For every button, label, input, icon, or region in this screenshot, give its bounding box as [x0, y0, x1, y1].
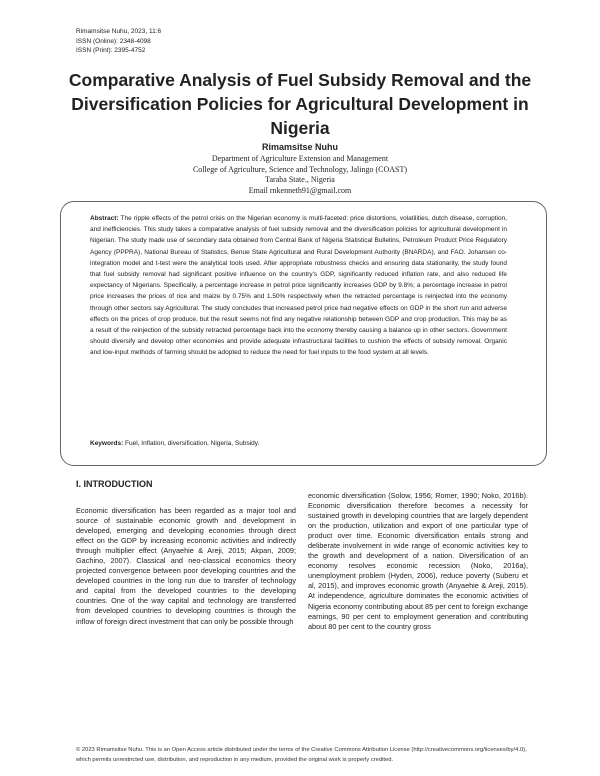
affiliation-college: College of Agriculture, Science and Technology, Jalingo (COAST): [192, 164, 408, 174]
license-footer: © 2023 Rimamsitse Nuhu. This is an Open Access article distributed under the terms of the Creative Commons Attribution License (http://creativecommons.org/licenses/by/4.0), which permits unrestricted use, distribution, and reproduction in any medium, provided the original work is properly credited.: [76, 747, 527, 763]
abstract-text: The ripple effects of the petrol crisis on the Nigerian economy is multi-faceted: price distortions, volatilities, dutch disease, corruption, and inefficiencies. This study takes a comparative analysis of fuel subsidy removal and the diversification policies for agricultural development in Nigerian. The study made use of secondary data obtained from Central Bank of Nigeria Statistical Bulletins, Petroleum Product Price Regulatory Agency (PPPRA), National Bureau of Statistics, Benue State Agricultural and Rural Development Authority (BNARDA), and FAO. Johansen co-integration model and t-test were the analytical tools used. After appropriate robustness checks and ensuring data stationarity, the study found that fuel subsidy removal had significant positive influence on the country's GDP, significantly reduced inflation rate, and also reduced life expectancy of Nigerians. Specifically, a percentage increase in petrol price significantly increases GDP by 9.8%; a percentage increase in petrol price increases the prices of rice and maize by 0.75% and 1.50% respectively when the retracted percentage is reinjected into the economy through other sectors say Agricultural. The study concludes that increased petrol price had negative effects on GDP in the short run and adverse effects on the prices of crop produce, but the result seems not find any negative relationship between GDP and crop production. This may be as a result of the reinjection of the subsidy retracted percentage back into the economy thereby causing a balance up in other sectors. Government should diversify and develop other economies and provide adequate infrastructural facilities to cushion the effects of subsidy removal. Organic and low-input methods of farming should be adopted to reduce the need for fuel inputs to the food system at all levels.: [90, 215, 507, 357]
affiliation: [0, 154, 600, 196]
intro-column-left: Economic diversification has been regarded as a major tool and source of sustainable economic growth and development in developed, emerging and developing economies through direct effect on the GDP by increasing economic activities and indirectly through multiplier effect (Anyaehie & Areji, 2015; Akpan, 2009; Gachino, 2007). Classical and neo-classical economics theory projected convergence between poor developing countries and the developed countries in the long run due to transfer of technology and capital from the developed countries to the developing countries. One of the way capital and technology are transferred from developed countries to developing countries is through the inflow of foreign direct investment that can only be possible through: [76, 506, 296, 626]
abstract-label: Abstract:: [90, 215, 119, 222]
keywords-text: Fuel, Inflation, diversification, Nigeria, Subsidy.: [125, 440, 260, 447]
journal-citation: Rimamsitse Nuhu, 2023, 11:6: [76, 28, 162, 35]
journal-meta: [76, 27, 161, 56]
affiliation-state: Taraba State., Nigeria: [265, 175, 335, 184]
keywords-label: Keywords:: [90, 440, 124, 447]
issn-print: ISSN (Print): 2395-4752: [76, 47, 146, 54]
keywords: [90, 440, 510, 447]
abstract: [90, 213, 507, 359]
paper-title: Comparative Analysis of Fuel Subsidy Removal and the Diversification Policies for Agricultural Development in Nigeria: [68, 70, 532, 138]
section-heading-introduction: I. INTRODUCTION: [76, 479, 153, 489]
author-email: Email rnkenneth91@gmail.com: [248, 185, 352, 195]
issn-online: ISSN (Online): 2348-4098: [76, 37, 151, 45]
author-name: Rimamsitse Nuhu: [261, 142, 339, 152]
intro-column-right: economic diversification (Solow, 1956; Romer, 1990; Noko, 2016b). Economic diversification therefore becomes a necessity for sustained growth in developing countries that are largely dependent on the production, utilization and export of one particular type of product over time. Economic diversification entails strong and deliberate involvement in wide range of economic activities key to the growth and development of a nation. Diversification of an economy resolves economic recession (Noko, 2016a), unemployment problem (Hyden, 2006), reduce poverty (Suberu et al, 2015), and improves economic growth (Anyaehie & Areji, 2015). At independence, agriculture dominates the economic activities of Nigeria economy contributing about 85 per cent to foreign exchange earnings, 90 per cent to employment generation and contributing about 80 per cent to the country gross: [308, 491, 528, 631]
affiliation-department: Department of Agriculture Extension and Management: [211, 154, 389, 163]
